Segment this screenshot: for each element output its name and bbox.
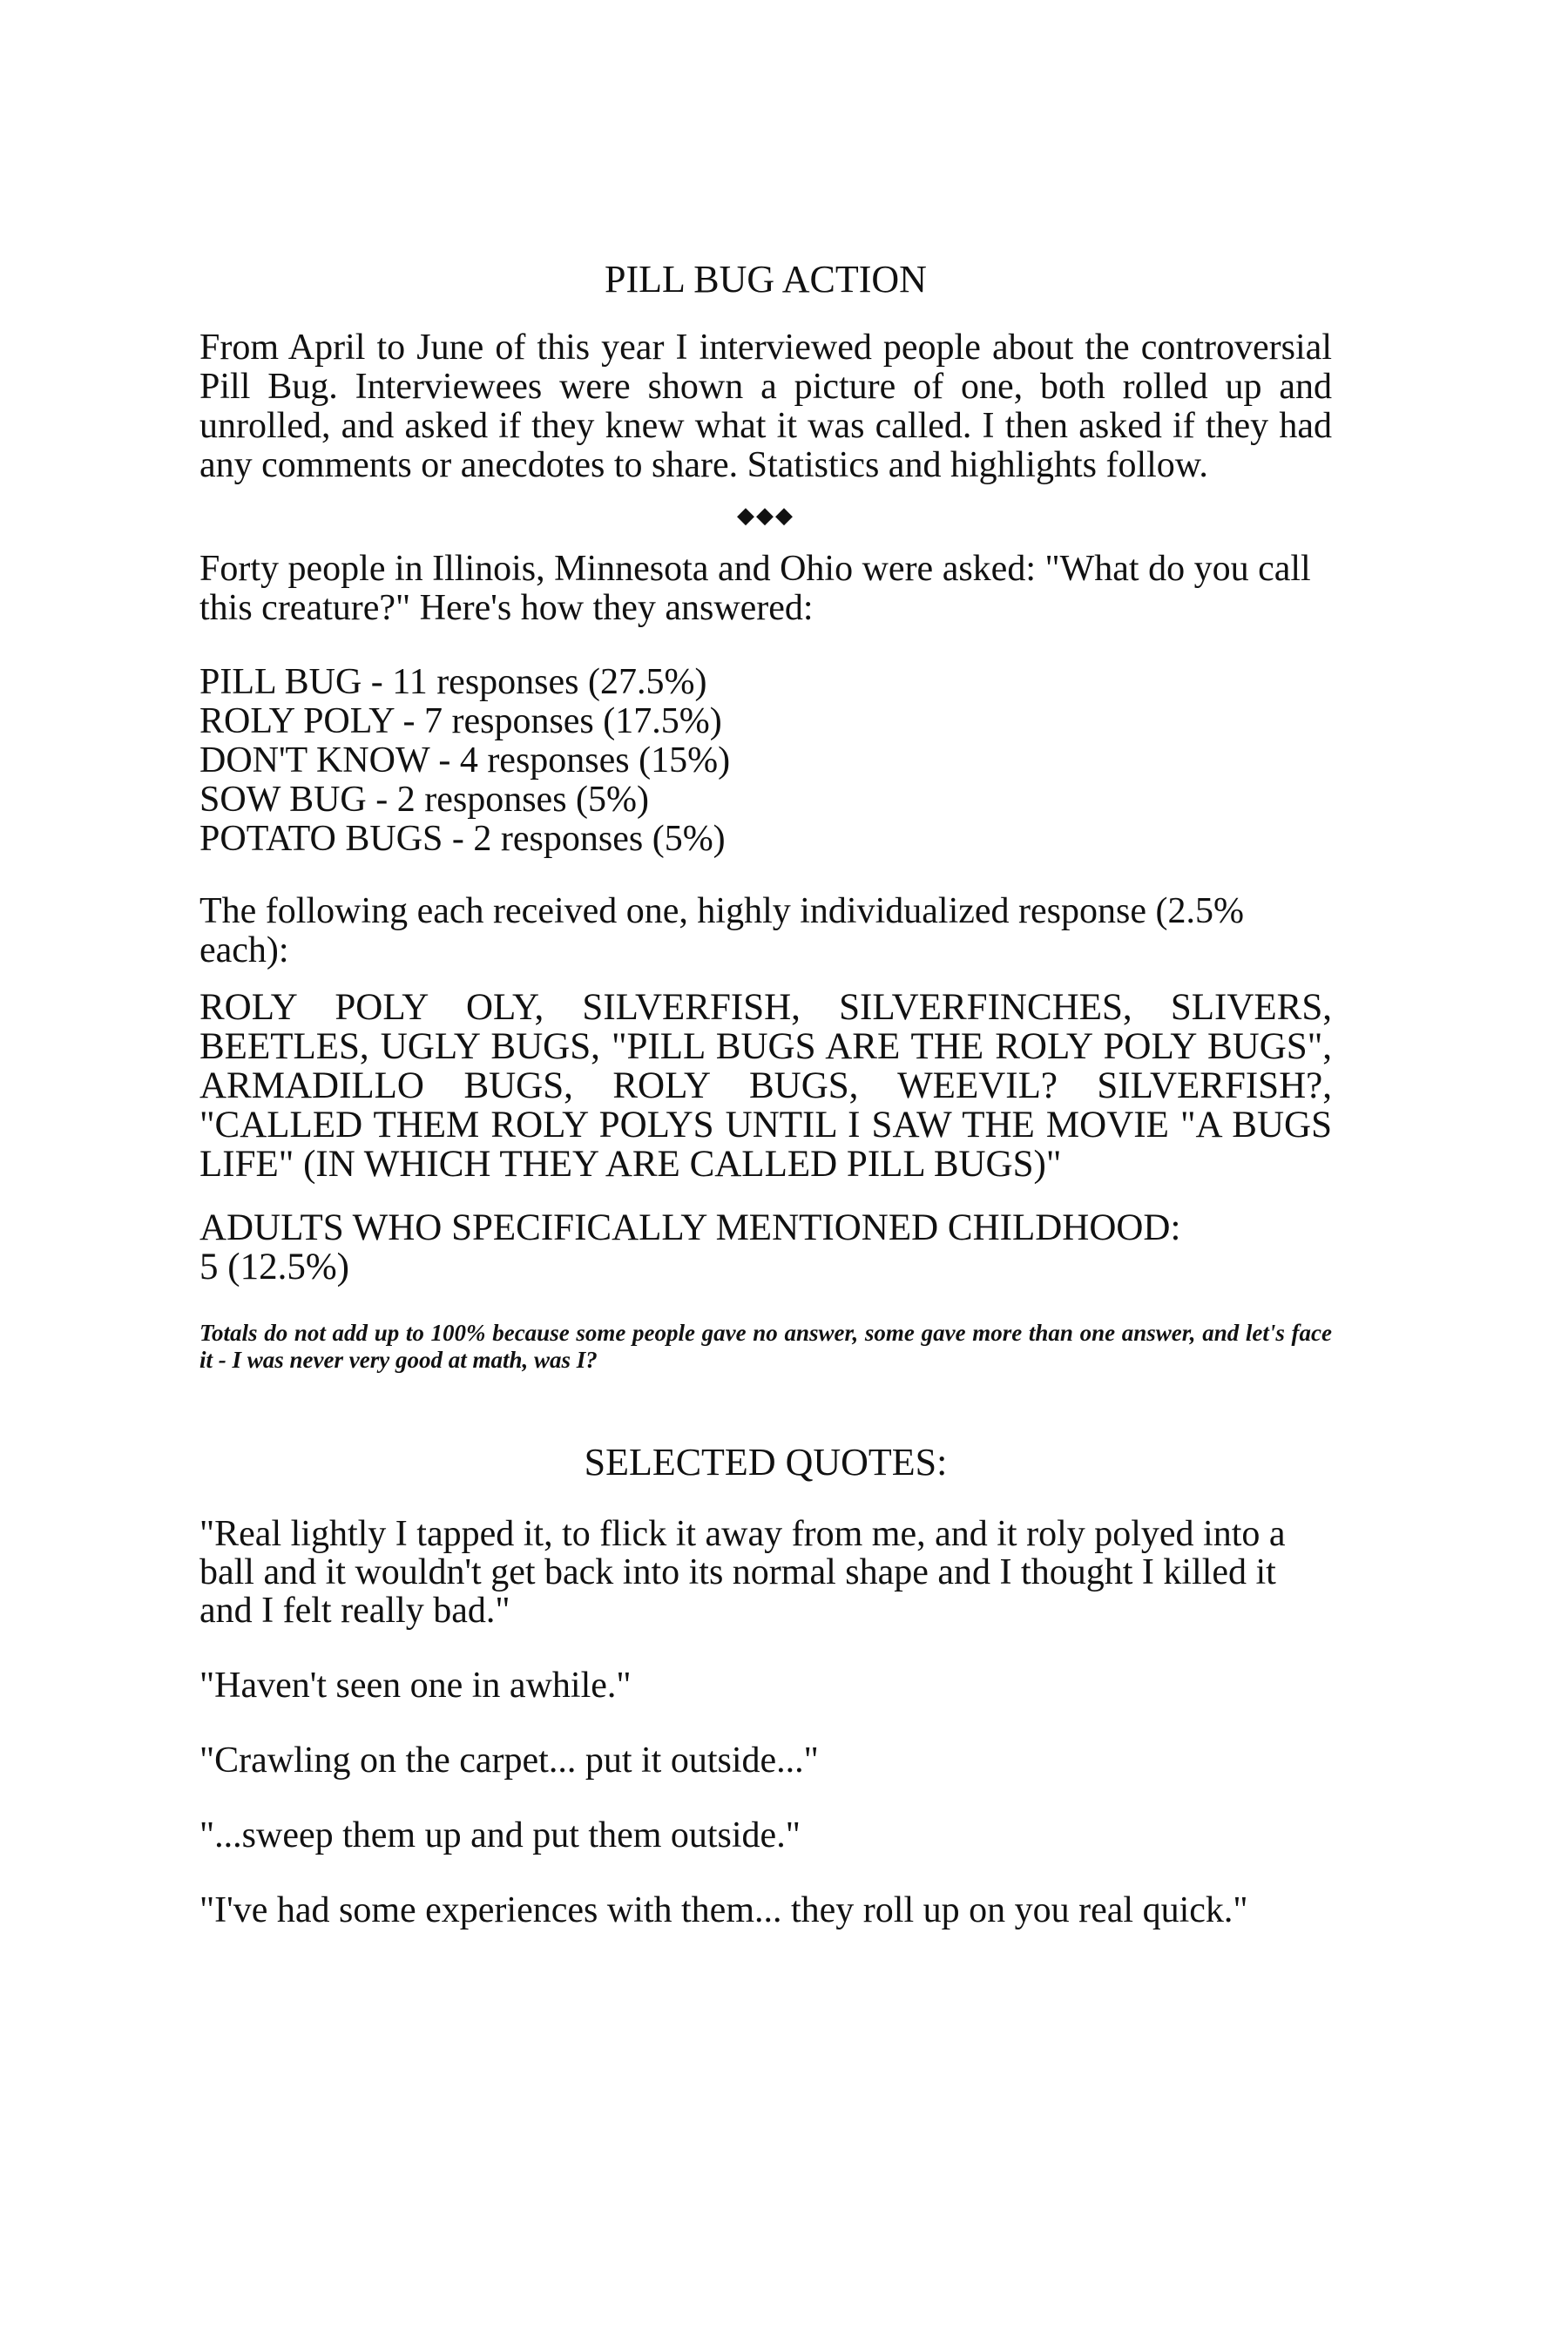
page-title: PILL BUG ACTION [605, 258, 927, 301]
document-page [199, 257, 1332, 1966]
section-divider-ornament: ◆◆◆ [737, 503, 794, 528]
response-list [199, 663, 1332, 859]
response-item: POTATO BUGS - 2 responses (5%) [199, 819, 726, 859]
childhood-mentions-value: 5 (12.5%) [199, 1247, 349, 1288]
quote: "...sweep them up and put them outside." [199, 1815, 801, 1855]
totals-footnote: Totals do not add up to 100% because some people gave no answer, some gave more than one answer, and let's face it - I was never very good at math, was I? [199, 1320, 1332, 1373]
quote: "Haven't seen one in awhile." [199, 1666, 632, 1706]
response-item: DON'T KNOW - 4 responses (15%) [199, 740, 731, 781]
quote: "I've had some experiences with them... they roll up on you real quick." [199, 1890, 1248, 1930]
individual-responses-list: ROLY POLY OLY, SILVERFISH, SILVERFINCHES, SLIVERS, BEETLES, UGLY BUGS, "PILL BUGS ARE THE ROLY POLY BUGS", ARMADILLO BUGS, ROLY BUGS, WEEVIL? SILVERFISH?, "CALLED THEM ROLY POLYS UNTIL I SAW THE MOVIE "A BUGS LIFE" (IN WHICH THEY ARE CALLED PILL BUGS)" [199, 987, 1332, 1185]
response-item: PILL BUG - 11 responses (27.5%) [199, 662, 707, 702]
childhood-mentions [199, 1208, 1332, 1287]
intro-paragraph: From April to June of this year I interviewed people about the controversial Pill Bug. Interviewees were shown a picture of one, both rolled up and unrolled, and asked if they knew what it was called. I then asked if they had any comments or anecdotes to share. Statistics and highlights follow. [199, 328, 1332, 485]
childhood-mentions-label: ADULTS WHO SPECIFICALLY MENTIONED CHILDHOOD: [199, 1207, 1181, 1248]
survey-question-paragraph: Forty people in Illinois, Minnesota and Ohio were asked: "What do you call this creature?" Here's how they answered: [199, 549, 1311, 628]
response-item: ROLY POLY - 7 responses (17.5%) [199, 701, 722, 741]
quote: "Crawling on the carpet... put it outside..." [199, 1740, 819, 1781]
response-item: SOW BUG - 2 responses (5%) [199, 780, 649, 820]
individual-responses-intro: The following each received one, highly individualized response (2.5% each): [199, 891, 1244, 970]
quote: "Real lightly I tapped it, to flick it away from me, and it roly polyed into a ball and it wouldn't get back into its normal shape and I thought I killed it and I felt really bad." [199, 1514, 1286, 1631]
selected-quotes-heading: SELECTED QUOTES: [584, 1441, 948, 1484]
